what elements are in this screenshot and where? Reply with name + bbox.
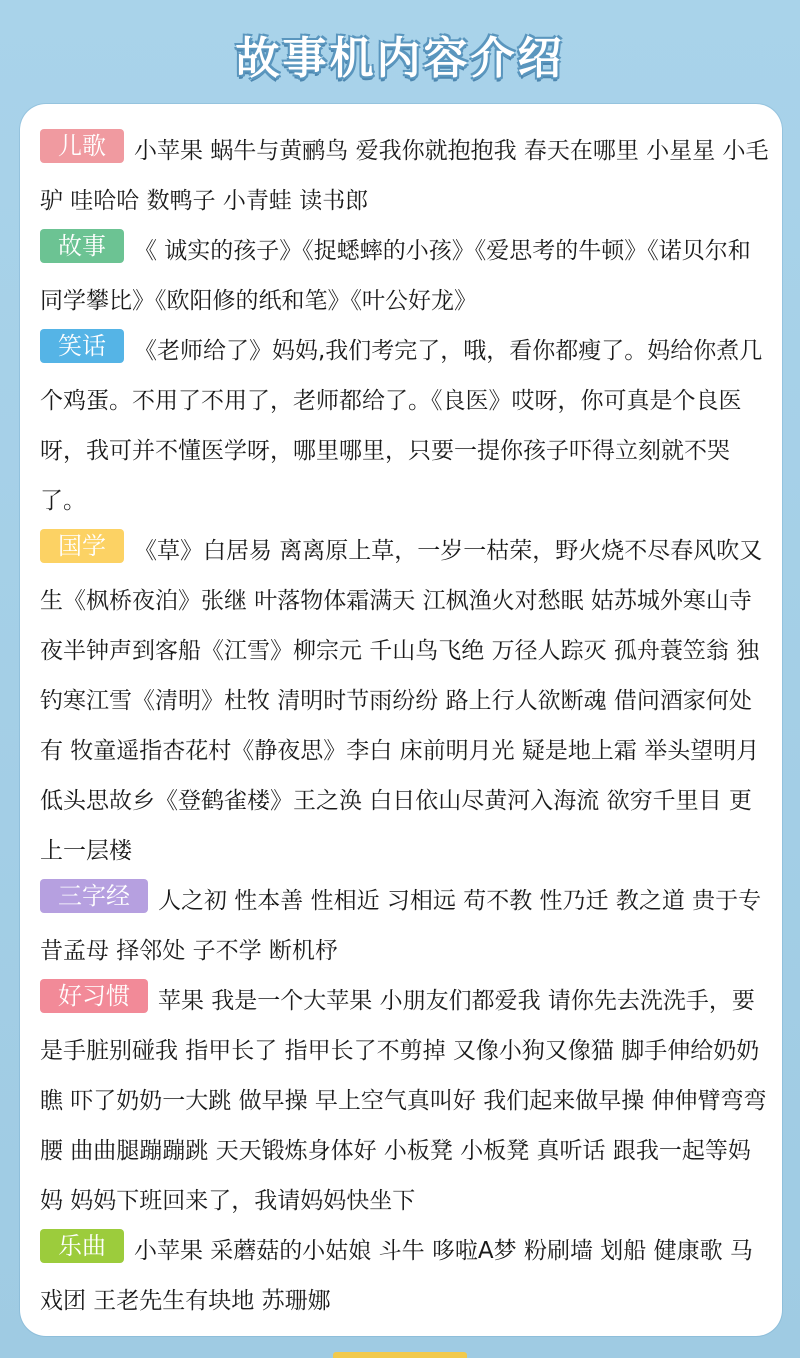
tag-xiao-hua: 笑话 (40, 329, 124, 363)
section-er-ge (40, 126, 772, 226)
tag-gu-shi: 故事 (40, 229, 124, 263)
section-text-xiao-hua: 《老师给了》妈妈,我们考完了，哦，看你都瘦了。妈给你煮几个鸡蛋。不用了不用了，老师都给了。《良医》哎呀，你可真是个良医呀，我可并不懂医学呀，哪里哪里，只要一提你孩子吓得立刻就不哭了。 (40, 338, 763, 514)
section-text-er-ge: 小苹果 蜗牛与黄鹂鸟 爱我你就抱抱我 春天在哪里 小星星 小毛驴 哇哈哈 数鸭子 小青蛙 读书郎 (40, 138, 769, 214)
section-text-yue-qu: 小苹果 采蘑菇的小姑娘 斗牛 哆啦A梦 粉刷墙 划船 健康歌 马戏团 王老先生有块地 苏珊娜 (40, 1238, 753, 1314)
section-text-gu-shi: 《 诚实的孩子》《捉蟋蟀的小孩》《爱思考的牛顿》《诺贝尔和同学攀比》《欧阳修的纸和笔》《叶公好龙》 (40, 238, 751, 314)
content-list (40, 126, 772, 1326)
section-text-guo-xue: 《草》白居易 离离原上草，一岁一枯荣，野火烧不尽春风吹又生《枫桥夜泊》张继 叶落物体霜满天 江枫渔火对愁眠 姑苏城外寒山寺 夜半钟声到客船《江雪》柳宗元 千山鸟飞绝 万径人踪灭 孤舟蓑笠翁 独钓寒江雪《清明》杜牧 清明时节雨纷纷 路上行人欲断魂 借问酒家何处有 牧童遥指杏花村《静夜思》李白 床前明月光 疑是地上霜 举头望明月 低头思故乡《登鹤雀楼》王之涣 白日依山尽黄河入海流 欲穷千里目 更上一层楼 (40, 538, 763, 864)
section-yue-qu (40, 1226, 772, 1326)
section-gu-shi (40, 226, 772, 326)
section-hao-xi-guan (40, 976, 772, 1226)
page-title: 故事机内容介绍 (235, 33, 565, 84)
tag-guo-xue: 国学 (40, 529, 124, 563)
tag-hao-xi-guan: 好习惯 (40, 979, 148, 1013)
section-guo-xue (40, 526, 772, 876)
tag-san-zi-jing: 三字经 (40, 879, 148, 913)
section-san-zi-jing (40, 876, 772, 976)
tag-er-ge: 儿歌 (40, 129, 124, 163)
tag-yue-qu: 乐曲 (40, 1229, 124, 1263)
bottom-accent-strip (333, 1352, 467, 1358)
section-xiao-hua (40, 326, 772, 526)
section-text-san-zi-jing: 人之初 性本善 性相近 习相远 苟不教 性乃迁 教之道 贵于专 昔孟母 择邻处 子不学 断机杼 (40, 888, 762, 964)
content-card (20, 104, 782, 1336)
section-text-hao-xi-guan: 苹果 我是一个大苹果 小朋友们都爱我 请你先去洗洗手，要是手脏别碰我 指甲长了 指甲长了不剪掉 又像小狗又像猫 脚手伸给奶奶瞧 吓了奶奶一大跳 做早操 早上空气真叫好 我们起来做早操 伸伸臂弯弯腰 曲曲腿蹦蹦跳 天天锻炼身体好 小板凳 小板凳 真听话 跟我一起等妈妈 妈妈下班回来了，我请妈妈快坐下 (40, 988, 767, 1214)
